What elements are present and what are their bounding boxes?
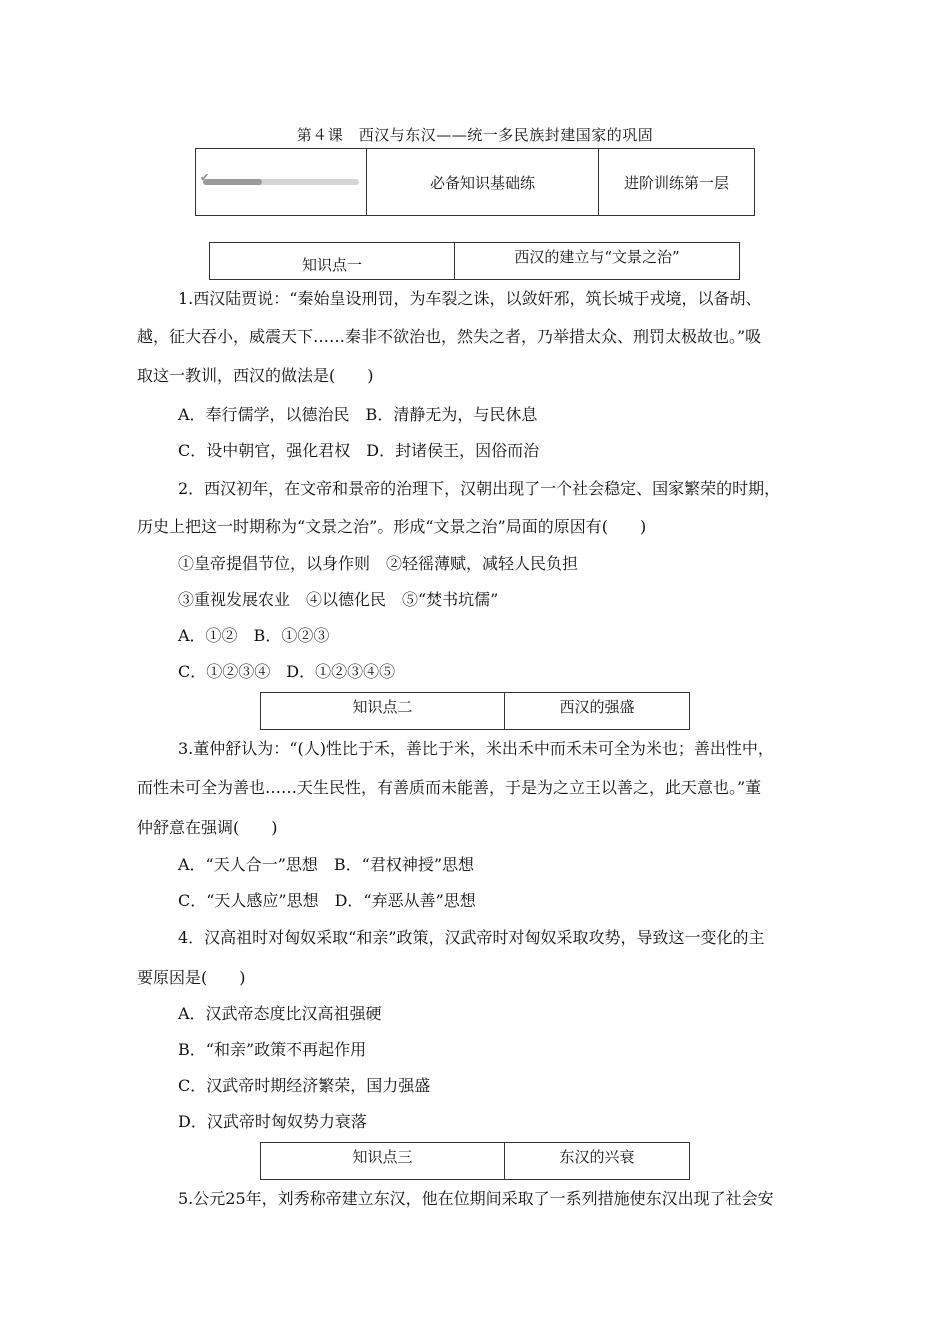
question-1-line-1: 1.西汉陆贾说：“秦始皇设刑罚，为车裂之诛，以敛奸邪，筑长城于戎境，以备胡、 [178,289,762,308]
question-5-line-1: 5.公元25年，刘秀称帝建立东汉，他在位期间采取了一系列措施使东汉出现了社会安 [178,1189,774,1208]
knowledge-point-1 [209,242,740,280]
knowledge-point-topic: 西汉的建立与“文景之治” [455,243,740,280]
question-1-line-3: 取这一教训，西汉的做法是( ) [137,366,374,385]
question-4-line-2: 要原因是( ) [137,968,246,987]
question-2-options-ab: A．①② B．①②③ [178,626,330,645]
knowledge-point-label: 知识点三 [261,1143,505,1180]
question-2-item-1: ①皇帝提倡节位，以身作则 ②轻徭薄赋，减轻人民负担 [178,554,579,573]
progress-bar-fill [203,179,262,185]
question-4-option-a: A．汉武帝态度比汉高祖强硬 [178,1004,382,1023]
question-3-line-1: 3.董仲舒认为：“(人)性比于禾，善比于米，米出禾中而禾未可全为米也；善出性中， [178,739,774,758]
question-4-option-c: C．汉武帝时期经济繁荣，国力强盛 [178,1076,431,1095]
knowledge-point-3 [260,1142,690,1180]
question-3-line-2: 而性未可全为善也……天生民性，有善质而未能善，于是为之立王以善之，此天意也。”董 [137,778,762,797]
check-icon: ✔ [200,171,210,184]
question-4-option-b: B．“和亲”政策不再起作用 [178,1040,367,1059]
lesson-title: 第４课 西汉与东汉——统一多民族封建国家的巩固 [296,126,654,144]
question-2-line-2: 历史上把这一时期称为“文景之治”。形成“文景之治”局面的原因有( ) [137,517,647,536]
progress-bar [200,171,359,185]
question-1-options-ab: A．奉行儒学，以德治民 B．清静无为，与民休息 [178,405,538,424]
question-1-line-2: 越，征大吞小，威震天下……秦非不欲治也，然失之者，乃举措太众、刑罚太极故也。”吸 [137,327,762,346]
advanced-practice-cell: 进阶训练第一层 [599,149,755,216]
basic-practice-cell: 必备知识基础练 [367,149,599,216]
question-2-options-cd: C．①②③④ D．①②③④⑤ [178,662,396,681]
progress-cell [196,149,367,216]
question-4-line-1: 4．汉高祖时对匈奴采取“和亲”政策，汉武帝时对匈奴采取攻势，导致这一变化的主 [178,928,765,947]
question-1-options-cd: C．设中朝官，强化君权 D．封诸侯王，因俗而治 [178,441,540,460]
question-2-line-1: 2．西汉初年，在文帝和景帝的治理下，汉朝出现了一个社会稳定、国家繁荣的时期， [178,479,781,498]
knowledge-point-label: 知识点二 [261,693,505,730]
question-3-options-ab: A．“天人合一”思想 B．“君权神授”思想 [178,855,475,874]
question-4-option-d: D．汉武帝时匈奴势力衰落 [178,1112,367,1131]
header-table [195,148,755,216]
knowledge-point-topic: 西汉的强盛 [505,693,690,730]
knowledge-point-topic: 东汉的兴衰 [505,1143,690,1180]
knowledge-point-2 [260,692,690,730]
question-2-item-2: ③重视发展农业 ④以德化民 ⑤“焚书坑儒” [178,590,499,609]
question-3-line-3: 仲舒意在强调( ) [137,818,278,837]
question-3-options-cd: C．“天人感应”思想 D．“弃恶从善”思想 [178,891,476,910]
knowledge-point-label: 知识点一 [210,243,455,280]
